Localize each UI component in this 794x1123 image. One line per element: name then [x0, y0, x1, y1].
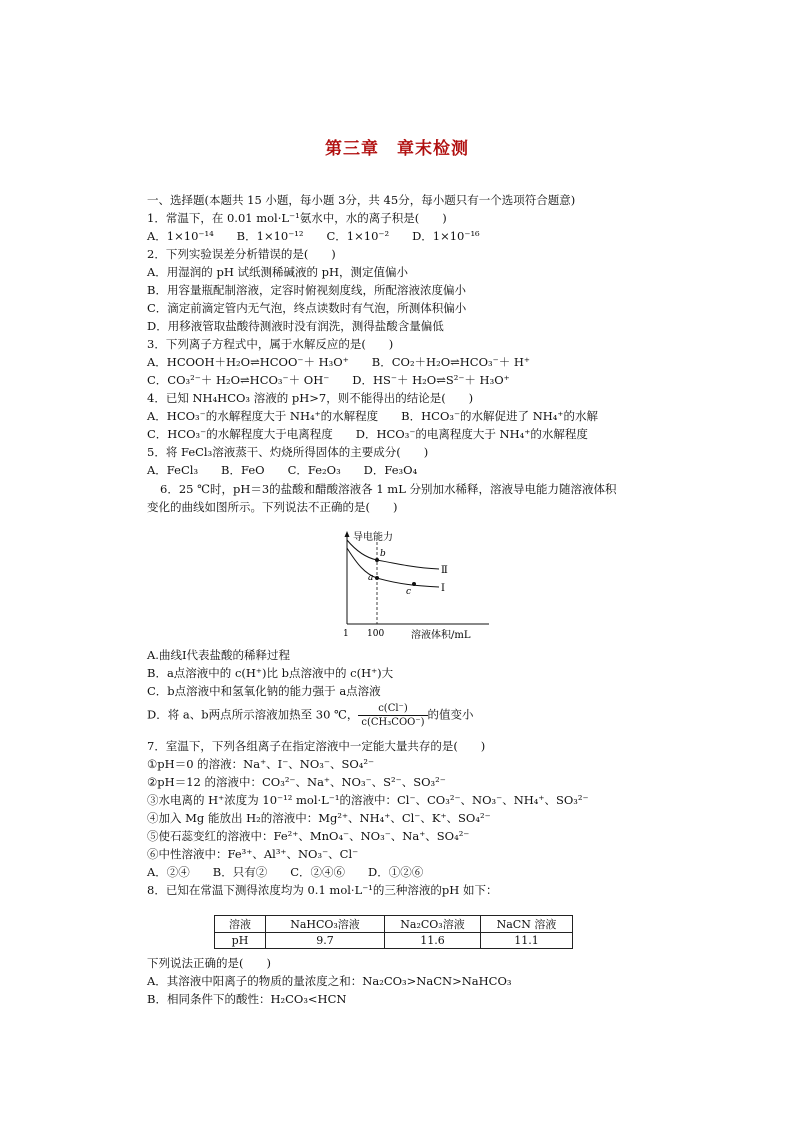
q6-option-b: B．a点溶液中的 c(H⁺)比 b点溶液中的 c(H⁺)大 — [147, 666, 394, 680]
x-tick-1: 1 — [343, 629, 349, 639]
point-a — [375, 576, 379, 580]
chart-ylabel: 导电能力 — [353, 532, 393, 543]
table-header-cell: NaCN 溶液 — [481, 916, 573, 933]
fraction — [358, 702, 427, 729]
q5-stem: 5．将 FeCl₃溶液蒸干、灼烧所得固体的主要成分( ) — [147, 445, 429, 459]
q7-item-1: ①pH＝0 的溶液：Na⁺、I⁻、NO₃⁻、SO₄²⁻ — [147, 757, 375, 771]
q8-stem: 8．已知在常温下测得浓度均为 0.1 mol·L⁻¹的三种溶液的pH 如下： — [147, 883, 498, 897]
point-label-a: a — [368, 573, 374, 583]
table-header-cell: 溶液 — [215, 916, 266, 933]
q3-options-cd: C．CO₃²⁻＋ H₂O⇌HCO₃⁻＋ OH⁻ D．HS⁻＋ H₂O⇌S²⁻＋ H₃O⁺ — [147, 373, 510, 387]
q4-options-cd: C．HCO₃⁻的水解程度大于电离程度 D．HCO₃⁻的电离程度大于 NH₄⁺的水解程度 — [147, 427, 588, 441]
series-label-ii: Ⅱ — [441, 565, 448, 576]
q1-options: A．1×10⁻¹⁴ B．1×10⁻¹² C．1×10⁻² D．1×10⁻¹⁶ — [147, 229, 480, 243]
q4-stem: 4．已知 NH₄HCO₃ 溶液的 pH>7，则不能得出的结论是( ) — [147, 391, 474, 405]
q2-option-c: C．滴定前滴定管内无气泡，终点读数时有气泡，所测体积偏小 — [147, 301, 467, 315]
q8-stem2: 下列说法正确的是( ) — [147, 956, 271, 970]
table-cell: 11.1 — [481, 933, 573, 949]
ph-table — [214, 915, 573, 949]
table-row — [215, 933, 573, 949]
q7-item-4: ④加入 Mg 能放出 H₂的溶液中：Mg²⁺、NH₄⁺、Cl⁻、K⁺、SO₄²⁻ — [147, 811, 491, 825]
conductivity-chart — [333, 528, 493, 646]
table-header-row — [215, 916, 573, 933]
q8-option-a: A．其溶液中阳离子的物质的量浓度之和：Na₂CO₃>NaCN>NaHCO₃ — [147, 974, 512, 988]
q6-option-c: C．b点溶液中和氢氧化钠的能力强于 a点溶液 — [147, 684, 381, 698]
table-cell: 11.6 — [385, 933, 481, 949]
fraction-denominator: c(CH₃COO⁻) — [361, 717, 425, 728]
series-label-i: Ⅰ — [441, 583, 445, 594]
q7-item-3: ③水电离的 H⁺浓度为 10⁻¹² mol·L⁻¹的溶液中：Cl⁻、CO₃²⁻、NO₃⁻、NH₄⁺、SO₃²⁻ — [147, 793, 589, 807]
q6-d-suffix: 的值变小 — [427, 707, 474, 722]
table-cell: 9.7 — [266, 933, 385, 949]
series-line-ii — [347, 540, 439, 569]
x-tick-100: 100 — [367, 629, 385, 639]
q1-stem: 1．常温下，在 0.01 mol·L⁻¹氨水中，水的离子积是( ) — [147, 211, 447, 225]
q7-options: A．②④ B．只有② C．②④⑥ D．①②⑥ — [147, 865, 424, 879]
q8-option-b: B．相同条件下的酸性：H₂CO₃<HCN — [147, 992, 347, 1006]
y-axis-arrow — [345, 531, 350, 537]
q5-options: A．FeCl₃ B．FeO C．Fe₂O₃ D．Fe₃O₄ — [147, 463, 418, 477]
table-header-cell: NaHCO₃溶液 — [266, 916, 385, 933]
q6-stem-line2: 变化的曲线如图所示。下列说法不正确的是( ) — [147, 500, 398, 514]
q7-item-5: ⑤使石蕊变红的溶液中：Fe²⁺、MnO₄⁻、NO₃⁻、Na⁺、SO₄²⁻ — [147, 829, 470, 843]
q6-option-d — [147, 702, 474, 729]
q2-option-a: A．用湿润的 pH 试纸测稀碱液的 pH，测定值偏小 — [147, 265, 409, 279]
table-cell: pH — [215, 933, 266, 949]
q6-d-prefix: D．将 a、b两点所示溶液加热至 30 ℃， — [147, 707, 359, 722]
q3-stem: 3．下列离子方程式中，属于水解反应的是( ) — [147, 337, 394, 351]
page-title: 第三章 章末检测 — [325, 139, 469, 159]
q7-item-6: ⑥中性溶液中：Fe³⁺、Al³⁺、NO₃⁻、Cl⁻ — [147, 847, 359, 861]
q7-item-2: ②pH＝12 的溶液中：CO₃²⁻、Na⁺、NO₃⁻、S²⁻、SO₃²⁻ — [147, 775, 446, 789]
point-b — [375, 558, 379, 562]
q2-option-d: D．用移液管取盐酸待测液时没有润洗，测得盐酸含量偏低 — [147, 319, 444, 333]
q3-options-ab: A．HCOOH＋H₂O⇌HCOO⁻＋ H₃O⁺ B．CO₂＋H₂O⇌HCO₃⁻＋ H⁺ — [147, 355, 530, 369]
q6-option-a: A.曲线Ⅰ代表盐酸的稀释过程 — [147, 648, 291, 662]
q7-stem: 7．室温下，下列各组离子在指定溶液中一定能大量共存的是( ) — [147, 739, 486, 753]
q6-stem-line1: 6．25 ℃时，pH＝3的盐酸和醋酸溶液各 1 mL 分别加水稀释，溶液导电能力随溶液体积 — [160, 482, 617, 496]
point-c — [412, 582, 416, 586]
point-label-c: c — [406, 587, 412, 597]
point-label-b: b — [380, 549, 386, 559]
q2-stem: 2．下列实验误差分析错误的是( ) — [147, 247, 336, 261]
fraction-numerator: c(Cl⁻) — [358, 702, 427, 716]
q4-options-ab: A．HCO₃⁻的水解程度大于 NH₄⁺的水解程度 B．HCO₃⁻的水解促进了 NH₄⁺的水解 — [147, 409, 598, 423]
q2-option-b: B．用容量瓶配制溶液，定容时俯视刻度线，所配溶液浓度偏小 — [147, 283, 466, 297]
chart-xlabel: 溶液体积/mL — [411, 630, 471, 641]
table-header-cell: Na₂CO₃溶液 — [385, 916, 481, 933]
section-heading: 一、选择题(本题共 15 小题，每小题 3分，共 45分，每小题只有一个选项符合题意) — [147, 193, 576, 207]
